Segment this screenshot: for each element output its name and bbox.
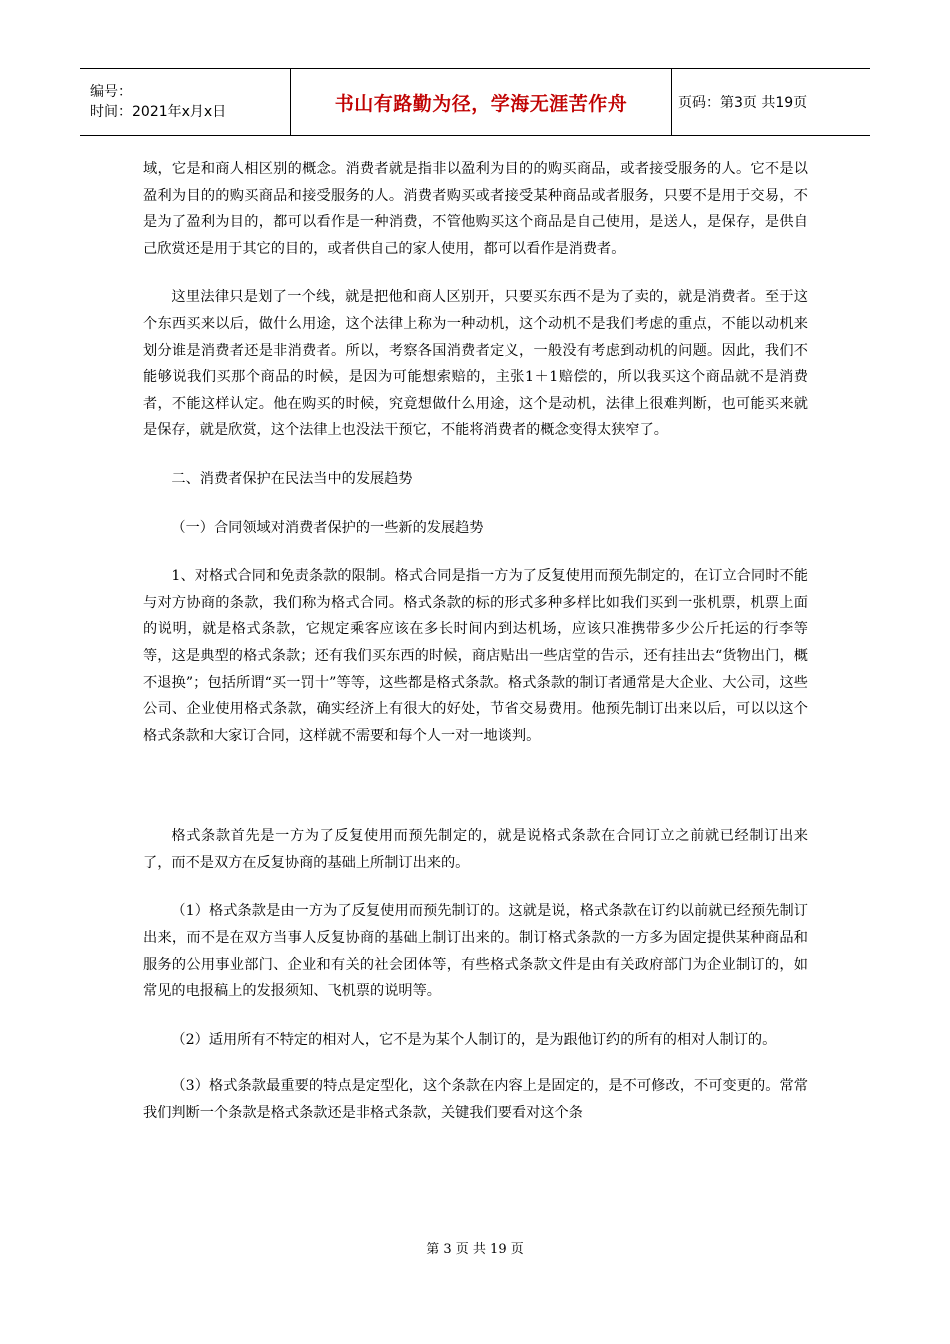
document-number-label: 编号： — [90, 84, 132, 100]
section-heading: 二、消费者保护在民法当中的发展趋势 — [171, 470, 413, 487]
page-header — [80, 68, 870, 136]
document-body — [143, 156, 808, 1127]
page-footer: 第 3 页 共 19 页 — [426, 1242, 524, 1257]
document-date-label: 时间：2021年x月x日 — [90, 104, 227, 120]
header-motto: 书山有路勤为径，学海无涯苦作舟 — [334, 92, 628, 115]
header-left-cell — [80, 69, 291, 136]
header-page-cell — [672, 69, 871, 136]
paragraph: 这里法律只是划了一个线，就是把他和商人区别开，只要买东西不是为了卖的，就是消费者。至于这个东西买来以后，做什么用途，这个法律上称为一种动机，这个动机不是我们考虑的重点，不能以动机来划分谁是消费者还是非消费者。所以，考察各国消费者定义，一般没有考虑到动机的问题。因此，我们不能够说我们买那个商品的时候，是因为可能想索赔的，主张1＋1赔偿的，所以我买这个商品就不是消费者，不能这样认定。他在购买的时候，究竟想做什么用途，这个是动机，法律上很难判断，也可能买来就是保存，就是欣赏，这个法律上也没法干预它，不能将消费者的概念变得太狭窄了。 — [143, 289, 808, 439]
header-page-number: 页码：第3页 共19页 — [678, 95, 808, 111]
paragraph: （2）适用所有不特定的相对人，它不是为某个人制订的，是为跟他订约的所有的相对人制订的。 — [171, 1031, 777, 1048]
paragraph: 1、对格式合同和免责条款的限制。格式合同是指一方为了反复使用而预先制定的，在订立合同时不能与对方协商的条款，我们称为格式合同。格式条款的标的形式多种多样比如我们买到一张机票，机票上面的说明，就是格式条款，它规定乘客应该在多长时间内到达机场，应该只准携带多少公斤托运的行李等等，这是典型的格式条款；还有我们买东西的时候，商店贴出一些店堂的告示，还有挂出去“货物出门，概不退换”；包括所谓“买一罚十”等等，这些都是格式条款。格式条款的制订者通常是大企业、大公司，这些公司、企业使用格式条款，确实经济上有很大的好处，节省交易费用。他预先制订出来以后，可以以这个格式条款和大家订合同，这样就不需要和每个人一对一地谈判。 — [143, 568, 808, 744]
paragraph: 域，它是和商人相区别的概念。消费者就是指非以盈利为目的的购买商品，或者接受服务的人。它不是以盈利为目的的购买商品和接受服务的人。消费者购买或者接受某种商品或者服务，只要不是用于交易，不是为了盈利为目的，都可以看作是一种消费，不管他购买这个商品是自己使用，是送人，是保存，是供自己欣赏还是用于其它的目的，或者供自己的家人使用，都可以看作是消费者。 — [143, 161, 808, 257]
paragraph: （1）格式条款是由一方为了反复使用而预先制订的。这就是说，格式条款在订约以前就已经预先制订出来，而不是在双方当事人反复协商的基础上制订出来的。制订格式条款的一方多为固定提供某种商品和服务的公用事业部门、企业和有关的社会团体等，有些格式条款文件是由有关政府部门为企业制订的，如常见的电报稿上的发报须知、飞机票的说明等。 — [143, 903, 808, 1000]
header-motto-cell — [291, 69, 672, 136]
subsection-heading: （一）合同领域对消费者保护的一些新的发展趋势 — [171, 519, 484, 536]
paragraph: 格式条款首先是一方为了反复使用而预先制定的，就是说格式条款在合同订立之前就已经制订出来了，而不是双方在反复协商的基础上所制订出来的。 — [143, 828, 808, 871]
paragraph: （3）格式条款最重要的特点是定型化，这个条款在内容上是固定的，是不可修改，不可变更的。常常我们判断一个条款是格式条款还是非格式条款，关键我们要看对这个条 — [143, 1078, 808, 1122]
